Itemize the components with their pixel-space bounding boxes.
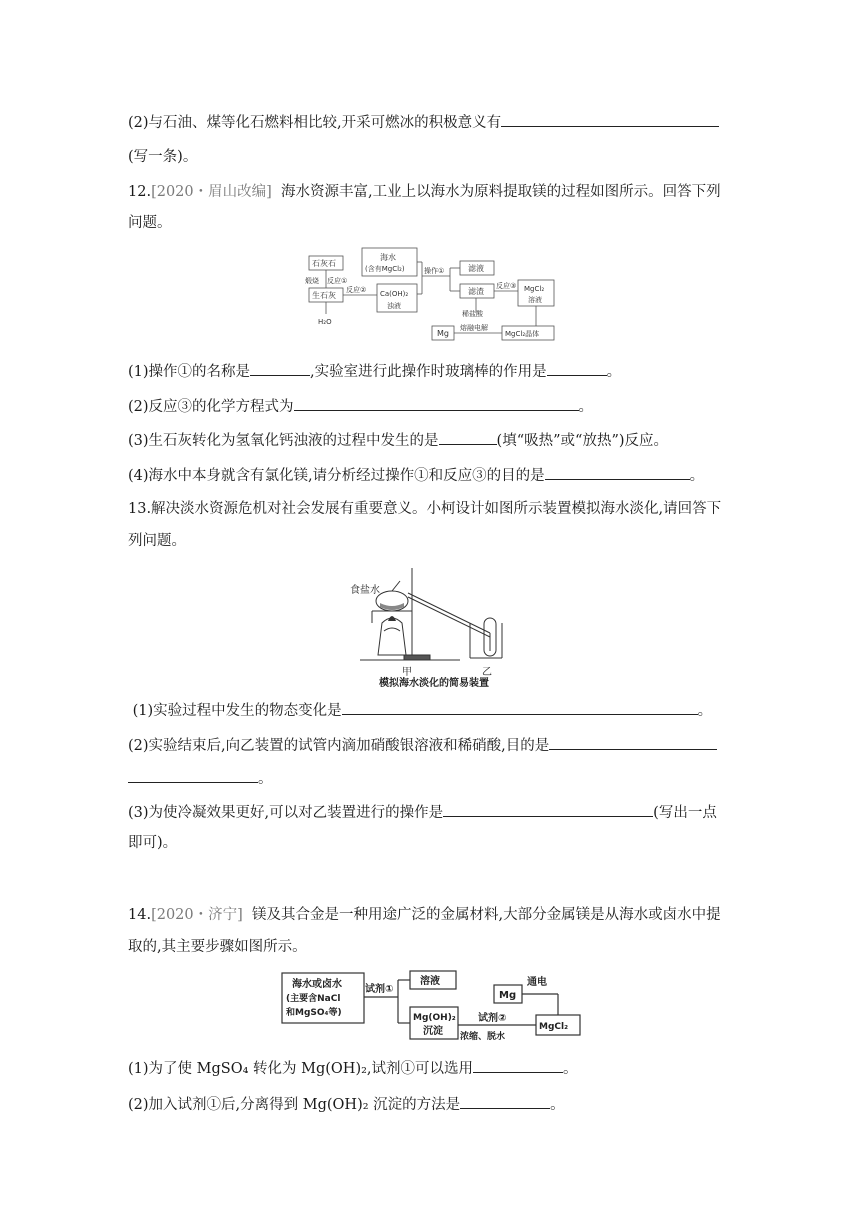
answer-blank[interactable] (250, 361, 310, 376)
q12-part3-text: (3)生石灰转化为氢氧化钙浊液的过程中发生的是 (128, 433, 439, 449)
answer-blank[interactable] (439, 430, 497, 445)
q14-flow-diagram (280, 965, 590, 1045)
punctuation: 。 (578, 399, 594, 415)
q12-stem (128, 182, 721, 202)
question-source: [2020・济宁] (151, 907, 243, 923)
q12-part1-text: (1)操作①的名称是 (128, 364, 251, 380)
q11-part2-cont: (写一条)。 (128, 149, 198, 165)
q14-stem-text: 镁及其合金是一种用途广泛的金属材料,大部分金属镁是从海水或卤水中提 (252, 907, 721, 923)
q14-part2-text: (2)加入试剂①后,分离得到 Mg(OH)₂ 沉淀的方法是 (128, 1097, 461, 1113)
label-reaction1: 反应① (327, 277, 348, 285)
q13-part3-text: (3)为使冷凝效果更好,可以对乙装置进行的操作是 (128, 805, 444, 821)
q12-part3 (128, 430, 668, 451)
answer-blank[interactable] (501, 112, 719, 127)
diagram-caption: 模拟海水淡化的简易装置 (379, 678, 489, 688)
label-and-mgso4: 和MgSO₄等) (286, 1008, 342, 1018)
label-filtrate: 滤液 (468, 264, 484, 273)
punctuation: 。 (606, 364, 622, 380)
label-main-contains: (主要含NaCl (286, 994, 341, 1004)
q12-flow-diagram (300, 244, 565, 344)
q12-part4-text: (4)海水中本身就含有氯化镁,请分析经过操作①和反应③的目的是 (128, 468, 545, 484)
label-mgcl2: MgCl₂ (539, 1022, 569, 1032)
punctuation: 。 (258, 771, 273, 787)
punctuation: 。 (550, 1097, 565, 1113)
answer-blank[interactable] (549, 735, 717, 750)
answer-blank[interactable] (473, 1058, 563, 1073)
label-jia: 甲 (402, 667, 412, 678)
label-seawater-sub: (含有MgCl₂) (365, 265, 405, 273)
q13-apparatus-diagram (350, 563, 520, 688)
punctuation: 。 (689, 468, 705, 484)
label-seawater-brine: 海水或卤水 (292, 979, 342, 990)
q13-stem: 13.解决淡水资源危机对社会发展有重要意义。小柯设计如图所示装置模拟海水淡化,请回答下 (128, 501, 722, 517)
label-mgoh2: Mg(OH)₂ (413, 1013, 456, 1023)
label-water: H₂O (318, 318, 332, 326)
answer-blank[interactable] (342, 700, 698, 715)
label-reagent1: 试剂① (365, 984, 394, 995)
label-operation1: 操作① (424, 267, 445, 275)
answer-blank[interactable] (128, 768, 258, 783)
label-limestone: 石灰石 (312, 259, 336, 268)
q12-part2 (128, 396, 593, 417)
answer-blank[interactable] (545, 465, 690, 480)
q14-part1-text: (1)为了使 MgSO₄ 转化为 Mg(OH)₂,试剂①可以选用 (128, 1061, 474, 1077)
q13-part3-text2: (写出一点 (653, 805, 717, 821)
q11-part2 (128, 112, 719, 133)
label-mgcl2: MgCl₂ (524, 285, 545, 293)
answer-blank[interactable] (294, 396, 579, 411)
q13-part3 (128, 802, 717, 823)
label-residue: 滤渣 (468, 287, 484, 296)
label-turbid: 浊液 (387, 302, 401, 310)
q12-stem-cont: 问题。 (128, 215, 172, 231)
punctuation: 。 (697, 703, 713, 719)
label-reaction2: 反应② (346, 286, 367, 294)
label-reagent2: 试剂② (478, 1013, 507, 1024)
label-mg: Mg (437, 329, 449, 338)
q14-stem-cont: 取的,其主要步骤如图所示。 (128, 939, 307, 955)
q12-stem-text: 海水资源丰富,工业上以海水为原料提取镁的过程如图所示。回答下列 (281, 184, 721, 200)
answer-blank[interactable] (547, 361, 607, 376)
punctuation: 。 (563, 1061, 578, 1077)
q14-part1 (128, 1058, 578, 1079)
q12-part3-text2: (填“吸热”或“放热”)反应。 (496, 433, 669, 449)
label-solution: 溶液 (528, 296, 542, 304)
label-mgcl2-crystal: MgCl₂晶体 (505, 330, 540, 338)
q11-part2-text: (2)与石油、煤等化石燃料相比较,开采可燃冰的积极意义有 (128, 115, 502, 131)
label-molten-electrolysis: 熔融电解 (460, 324, 488, 332)
label-reaction3: 反应③ (496, 282, 517, 290)
q12-part1-text2: ,实验室进行此操作时玻璃棒的作用是 (310, 364, 547, 380)
q13-part2-text: (2)实验结束后,向乙装置的试管内滴加硝酸银溶液和稀硝酸,目的是 (128, 738, 550, 754)
label-calcine: 煅烧 (305, 277, 319, 285)
label-quicklime: 生石灰 (312, 291, 336, 300)
q12-part4 (128, 465, 704, 486)
label-solution: 溶液 (420, 976, 440, 987)
label-dilute-hcl: 稀盐酸 (462, 310, 483, 318)
q12-part2-text: (2)反应③的化学方程式为 (128, 399, 294, 415)
q13-part2-cont (128, 768, 273, 789)
label-mg: Mg (499, 990, 517, 1001)
q13-part3-cont: 即可)。 (128, 835, 178, 851)
label-salt-water: 食盐水 (350, 585, 380, 596)
label-seawater: 海水 (380, 253, 396, 262)
label-precipitate: 沉淀 (423, 1026, 443, 1037)
answer-blank[interactable] (443, 802, 653, 817)
q13-part1-text: (1)实验过程中发生的物态变化是 (132, 703, 342, 719)
q13-part2 (128, 735, 717, 756)
q13-stem-cont: 列问题。 (128, 533, 186, 549)
label-concentrate: 浓缩、脱水 (460, 1032, 506, 1042)
question-number: 14. (128, 907, 152, 923)
q12-part1 (128, 361, 621, 382)
q14-stem (128, 905, 721, 925)
label-yi: 乙 (482, 667, 492, 678)
question-source: [2020・眉山改编] (151, 184, 272, 200)
label-electrify: 通电 (527, 977, 547, 988)
q13-part1 (128, 700, 712, 721)
question-number: 12. (128, 184, 152, 200)
q14-part2 (128, 1094, 565, 1115)
answer-blank[interactable] (460, 1094, 550, 1109)
label-caoh2: Ca(OH)₂ (380, 290, 409, 298)
